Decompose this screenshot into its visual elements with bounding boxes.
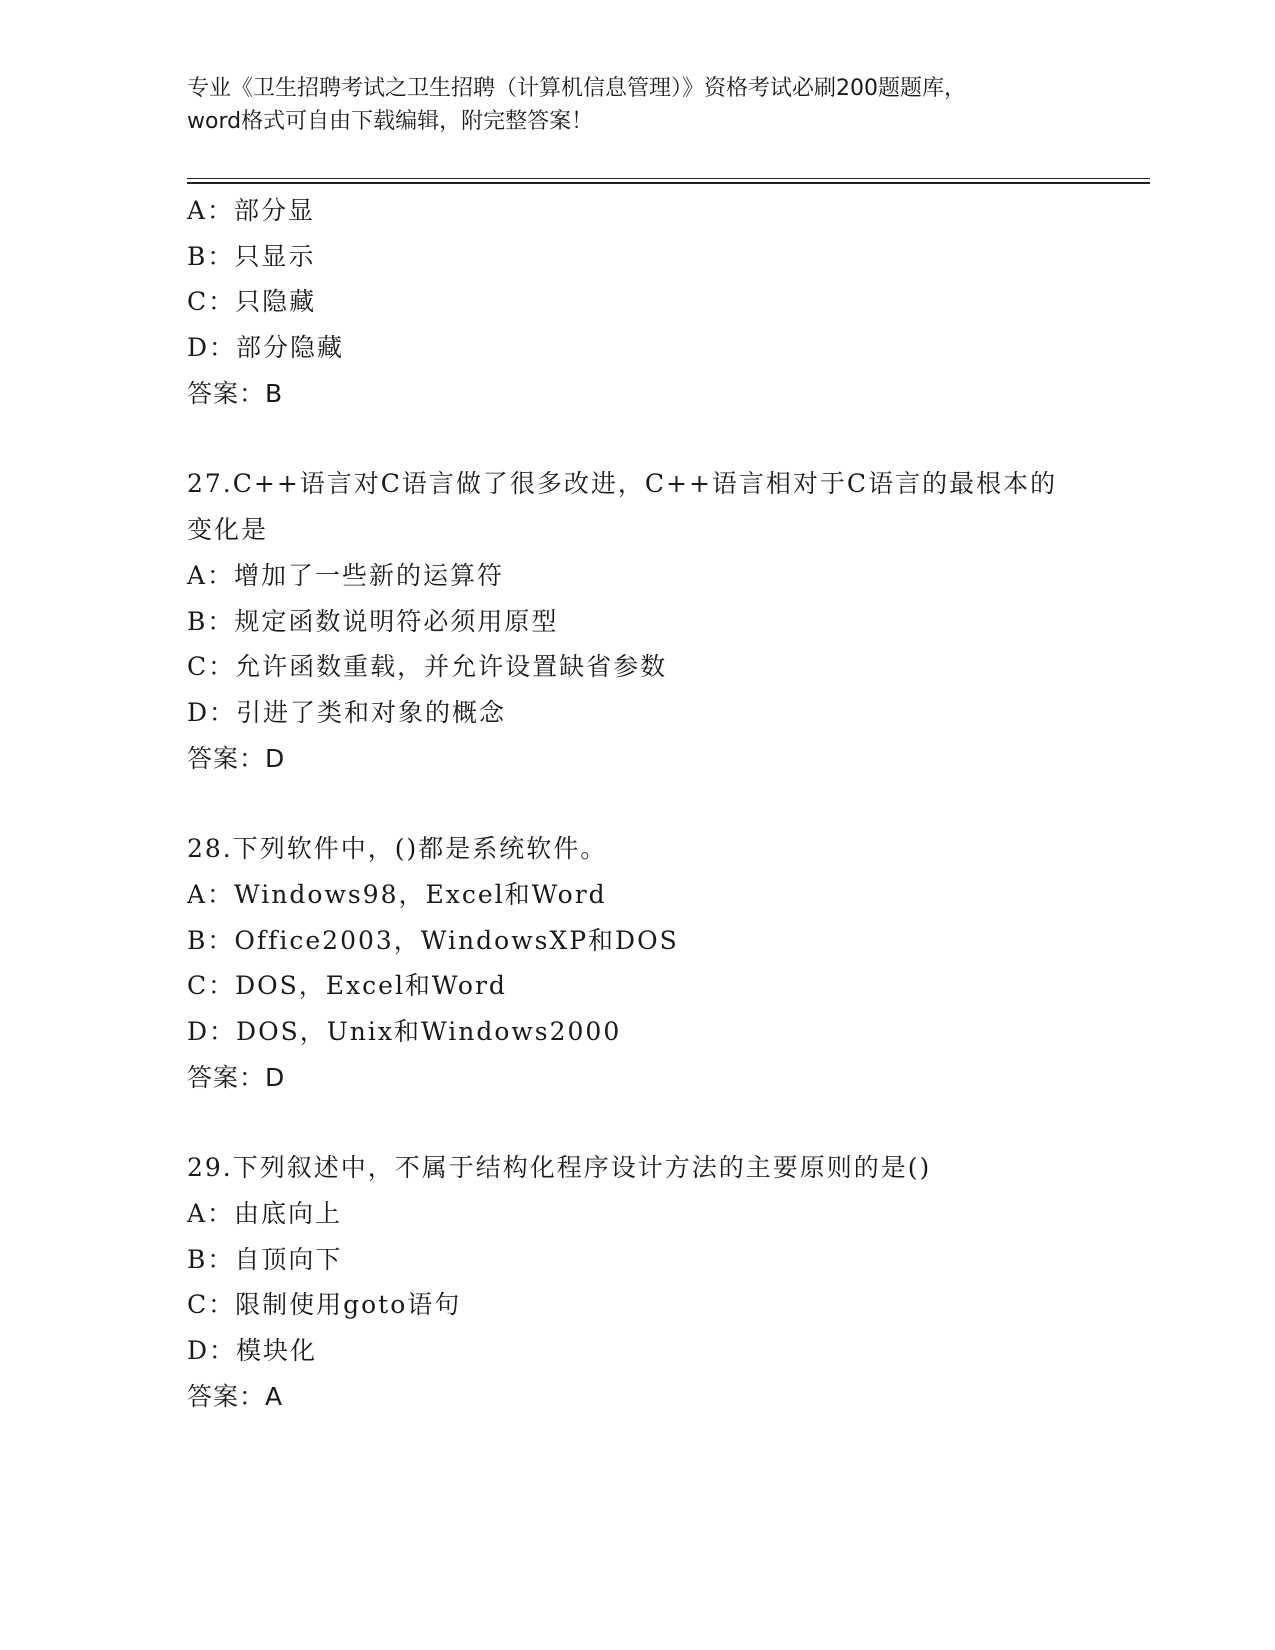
option-c: C：允许函数重载，并允许设置缺省参数: [187, 652, 668, 682]
option-a: A：由底向上: [187, 1199, 343, 1229]
option-a: A：增加了一些新的运算符: [187, 560, 505, 590]
option-a: A：部分显: [187, 196, 316, 225]
question-spacer: [187, 1100, 1087, 1145]
question-spacer: [187, 416, 1087, 461]
option-d: D：DOS，Unix和Windows2000: [187, 1017, 622, 1046]
header-divider-thin: [187, 178, 1150, 179]
option-c: C：只隐藏: [187, 287, 317, 317]
option-d: D：模块化: [187, 1336, 318, 1366]
question-content: [187, 188, 1087, 1420]
option-b: B：只显示: [187, 241, 316, 271]
option-b: B：规定函数说明符必须用原型: [187, 606, 559, 636]
header-title-line-2: word格式可自由下载编辑，附完整答案！: [187, 109, 594, 134]
answer-line: 答案：B: [187, 378, 284, 408]
answer-line: 答案：A: [187, 1381, 284, 1411]
option-c: C：DOS，Excel和Word: [187, 971, 507, 1001]
option-d: D：引进了类和对象的概念: [187, 697, 507, 727]
question-stem: 28.下列软件中，()都是系统软件。: [187, 834, 608, 864]
question-29: [187, 1145, 1087, 1419]
question-stem: 29.下列叙述中，不属于结构化程序设计方法的主要原则的是(): [187, 1153, 932, 1183]
option-b: B：Office2003，WindowsXP和DOS: [187, 925, 679, 955]
answer-line: 答案：D: [187, 743, 286, 773]
option-a: A：Windows98，Excel和Word: [187, 879, 607, 909]
question-stem-line-2: 变化是: [187, 515, 269, 545]
header-divider-thick: [187, 182, 1150, 184]
question-27: [187, 461, 1087, 781]
question-stem-line-1: 27.C++语言对C语言做了很多改进，C++语言相对于C语言的最根本的: [187, 469, 1058, 499]
document-header: [187, 72, 1087, 138]
answer-line: 答案：D: [187, 1062, 286, 1092]
header-title-line-1: 专业《卫生招聘考试之卫生招聘（计算机信息管理）》资格考试必刷200题题库，: [187, 76, 966, 101]
question-spacer: [187, 781, 1087, 826]
option-d: D：部分隐藏: [187, 333, 345, 363]
question-26-continued: [187, 188, 1087, 416]
option-b: B：自顶向下: [187, 1244, 343, 1274]
option-c: C：限制使用goto语句: [187, 1290, 462, 1320]
question-28: [187, 826, 1087, 1100]
